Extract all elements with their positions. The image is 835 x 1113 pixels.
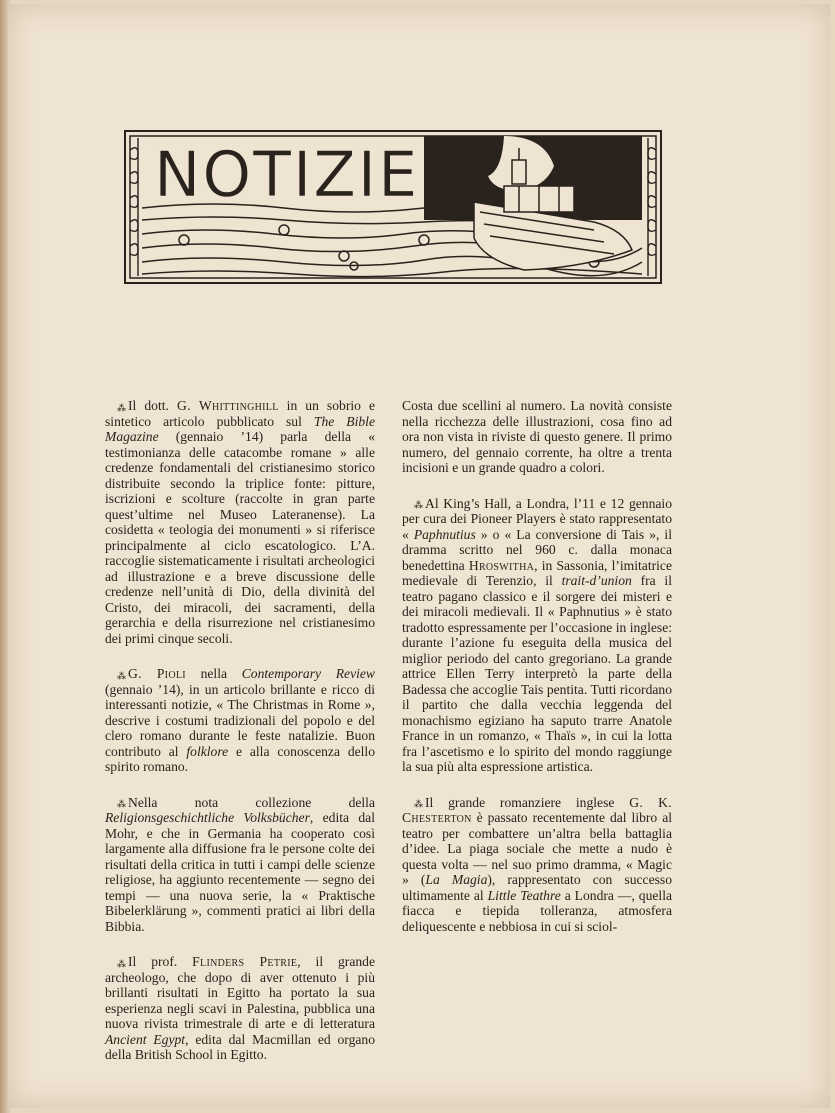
person-name: Hroswitha xyxy=(468,557,535,573)
article-petrie-start: ⁂ Il prof. Flinders Petrie, il grande archeologo, che dopo di aver ottenuto i più brillanti risultati in Egitto ha portato la sua esperienza negli scavi in Palestina, pubblica una nuova rivista trimestrale di arte e di letteratura Ancient Egypt, edita dal Macmillan ed organo della British School in Egitto. xyxy=(105,954,376,1062)
emphasis-term: folklore xyxy=(186,743,229,759)
emphasis-term: trait-d’union xyxy=(561,573,632,588)
right-column xyxy=(402,398,672,934)
publication-title: Paphnutius xyxy=(413,526,476,542)
person-name: G. K. Chesterton xyxy=(402,794,672,825)
left-border-pattern xyxy=(130,138,138,276)
asterism-ornament: ⁂ xyxy=(117,402,125,413)
publication-title: La Magia xyxy=(425,872,488,887)
left-column xyxy=(105,398,375,1063)
person-name: Flinders Petrie xyxy=(192,954,298,969)
article-chesterton: ⁂ Il grande romanziere inglese G. K. Chesterton è passato recentemente dal libro al teatro per combattere un’altra bella battaglia d’idee. La piaga sociale che mette a nudo è questa volta — nel suo primo dramma, « Magic » (La Magia), rappresentato con successo ultimamente al Little Teathre a Londra —, quella fiacca e tiepida tolleranza, atmosfera deliquescente e nebbiosa in cui si sciol- xyxy=(402,794,673,934)
masthead-title: NOTIZIE xyxy=(154,138,420,211)
person-name: G. Pioli xyxy=(128,666,186,681)
masthead-woodcut xyxy=(124,130,662,284)
publication-title: Contemporary Review xyxy=(241,666,375,681)
article-pioli: ⁂ G. Pioli nella Contemporary Review (gennaio ’14), in un articolo brillante e ricco di interessanti notizie, « The Christmas in Rome », descrive i costumi tradizionali del popolo e del clero romano durante le feste natalizie. Buon contributo al folklore e alla conoscenza dello spirito romano. xyxy=(105,666,376,774)
article-whittinghill: ⁂ Il dott. G. Whittinghill in un sobrio e sintetico articolo pubblicato sul The Bible Magazine (gennaio ’14) parla della « testimonianza delle catacombe romane » alle credenze fondamentali del cristianesimo storico distribuite secondo la triplice fonte: pitture, iscrizioni e scolture (raccolte in gran parte quest’ultime nel Museo Lateranense). La cosidetta « teologia dei monumenti » si riferisce principalmente al ciclo escatologico. L’A. raccoglie sistematicamente i risultati archeologici ad illustrazione e a breve discussione delle credenze nell’unità di Dio, della divinità del Cristo, dei miracoli, dei sacramenti, della gerarchia e della risurrezione nel cristianesimo dei primi cinque secoli. xyxy=(105,398,376,646)
asterism-ornament: ⁂ xyxy=(414,500,422,511)
publication-title: Ancient Egypt xyxy=(105,1031,186,1047)
publication-title: The Bible Magazine xyxy=(105,413,375,444)
right-border-pattern xyxy=(648,138,656,276)
person-name: G. Whittinghill xyxy=(176,398,279,413)
masthead-illustration xyxy=(124,130,662,284)
asterism-ornament: ⁂ xyxy=(117,670,125,681)
article-petrie-continued: Costa due scellini al numero. La novità consiste nella ricchezza delle illustrazioni, cosa fino ad ora non vista in riviste di questo genere. Il primo numero, del gennaio corrente, ha oltre a trenta incisioni e un grande quadro a colori. xyxy=(402,398,672,475)
asterism-ornament: ⁂ xyxy=(117,958,125,969)
article-kings-hall: ⁂ Al King’s Hall, a Londra, l’11 e 12 gennaio per cura dei Pioneer Players è stato rappresentato « Paphnutius » o « La conversione di Tais », il dramma scritto nel 960 c. dalla monaca benedettina Hroswitha, in Sassonia, l’imitatrice medievale di Terenzio, il trait-d’union fra il teatro pagano classico e il sorgere dei misteri e dei miracoli medievali. Il « Paphnutius » è stato tradotto espressamente per l’occasione in inglese: durante l’azione fu eseguita della musica del miglior periodo del canto gregoriano. La grande attrice Ellen Terry interpretò la parte della Badessa che accoglie Tais pentita. Tutti ricordano il partito che dalla vecchia leggenda del monachismo egiziano ha saputo trarre Anatole France in un romanzo, « Thaïs », in cui la lotta fra l’ascetismo e lo spirito del mondo raggiunge la sua più alta espressione artistica. xyxy=(402,495,672,774)
asterism-ornament: ⁂ xyxy=(117,799,125,810)
publication-title: Little Teathre xyxy=(487,887,561,903)
publication-title: Religionsgeschichtliche Volksbücher xyxy=(105,810,310,825)
article-religionsgeschichtliche: ⁂ Nella nota collezione della Religionsgeschichtliche Volksbücher, edita dal Mohr, e che in Germania ha cooperato così largamente alla diffusione fra le persone colte dei risultati della critica in tutti i campi delle scienze religiose, ha aggiunto recentemente — segno dei tempi — una nuova serie, la « Praktische Bibelerklärung », commenti pratici ai libri della Bibbia. xyxy=(105,794,375,934)
asterism-ornament: ⁂ xyxy=(414,799,422,810)
